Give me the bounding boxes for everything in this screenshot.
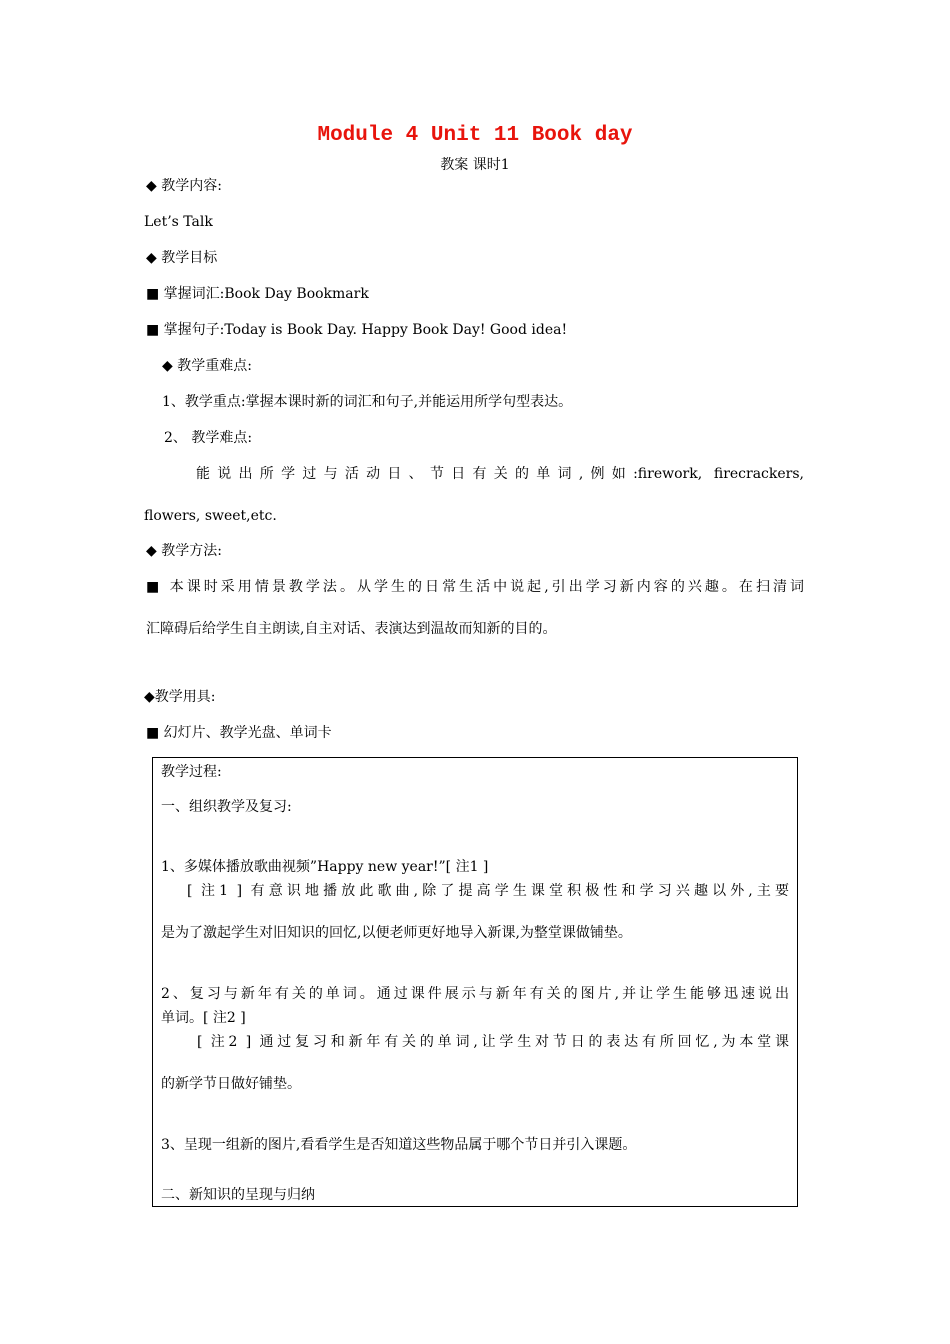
heading-teaching-method: ◆ 教学方法:: [146, 543, 222, 559]
note-1-line-1: [ 注1 ] 有意识地播放此歌曲,除了提高学生课堂积极性和学习兴趣以外,主要: [187, 883, 789, 899]
heading-teaching-tools: ◆教学用具:: [144, 689, 216, 705]
method-line-2: 汇障碍后给学生自主朗读,自主对话、表演达到温故而知新的目的。: [146, 621, 557, 637]
heading-key-points: ◆ 教学重难点:: [162, 358, 252, 374]
note-1-line-2: 是为了激起学生对旧知识的回忆,以便老师更好地导入新课,为整堂课做铺垫。: [161, 925, 632, 941]
process-section-1: 一、组织教学及复习:: [161, 799, 292, 815]
process-step-1: 1、多媒体播放歌曲视频”Happy new year!”[ 注1 ]: [161, 859, 489, 875]
teaching-tools-value: ■ 幻灯片、教学光盘、单词卡: [146, 725, 332, 741]
goal-vocabulary: ■ 掌握词汇:Book Day Bookmark: [146, 286, 369, 302]
teaching-content-value: Let’s Talk: [144, 214, 213, 230]
process-section-2: 二、新知识的呈现与归纳: [161, 1187, 315, 1203]
difficulty-line-1: 能说出所学过与活动日、节日有关的单词,例如:firework, firecrackers,: [196, 466, 804, 482]
note-2-line-2: 的新学节日做好铺垫。: [161, 1076, 301, 1092]
difficulty-label: 2、 教学难点:: [164, 430, 253, 446]
note-2-line-1: [ 注2 ] 通过复习和新年有关的单词,让学生对节日的表达有所回忆,为本堂课: [197, 1034, 789, 1050]
process-heading: 教学过程:: [161, 764, 222, 780]
key-point: 1、教学重点:掌握本课时新的词汇和句子,并能运用所学句型表达。: [162, 394, 573, 410]
process-step-2-line-2: 单词。[ 注2 ]: [161, 1010, 246, 1026]
page-subtitle: 教案 课时1: [440, 157, 510, 173]
process-step-2-line-1: 2、复习与新年有关的单词。通过课件展示与新年有关的图片,并让学生能够迅速说出: [161, 986, 789, 1002]
method-line-1: ■ 本课时采用情景教学法。从学生的日常生活中说起,引出学习新内容的兴趣。在扫清词: [146, 579, 804, 595]
process-step-3: 3、呈现一组新的图片,看看学生是否知道这些物品属于哪个节日并引入课题。: [161, 1137, 637, 1153]
page-title: Module 4 Unit 11 Book day: [317, 124, 633, 147]
heading-teaching-goals: ◆ 教学目标: [146, 250, 218, 266]
heading-teaching-content: ◆ 教学内容:: [146, 178, 222, 194]
goal-sentences: ■ 掌握句子:Today is Book Day. Happy Book Day! Good idea!: [146, 322, 568, 338]
difficulty-line-2: flowers, sweet,etc.: [144, 508, 277, 524]
